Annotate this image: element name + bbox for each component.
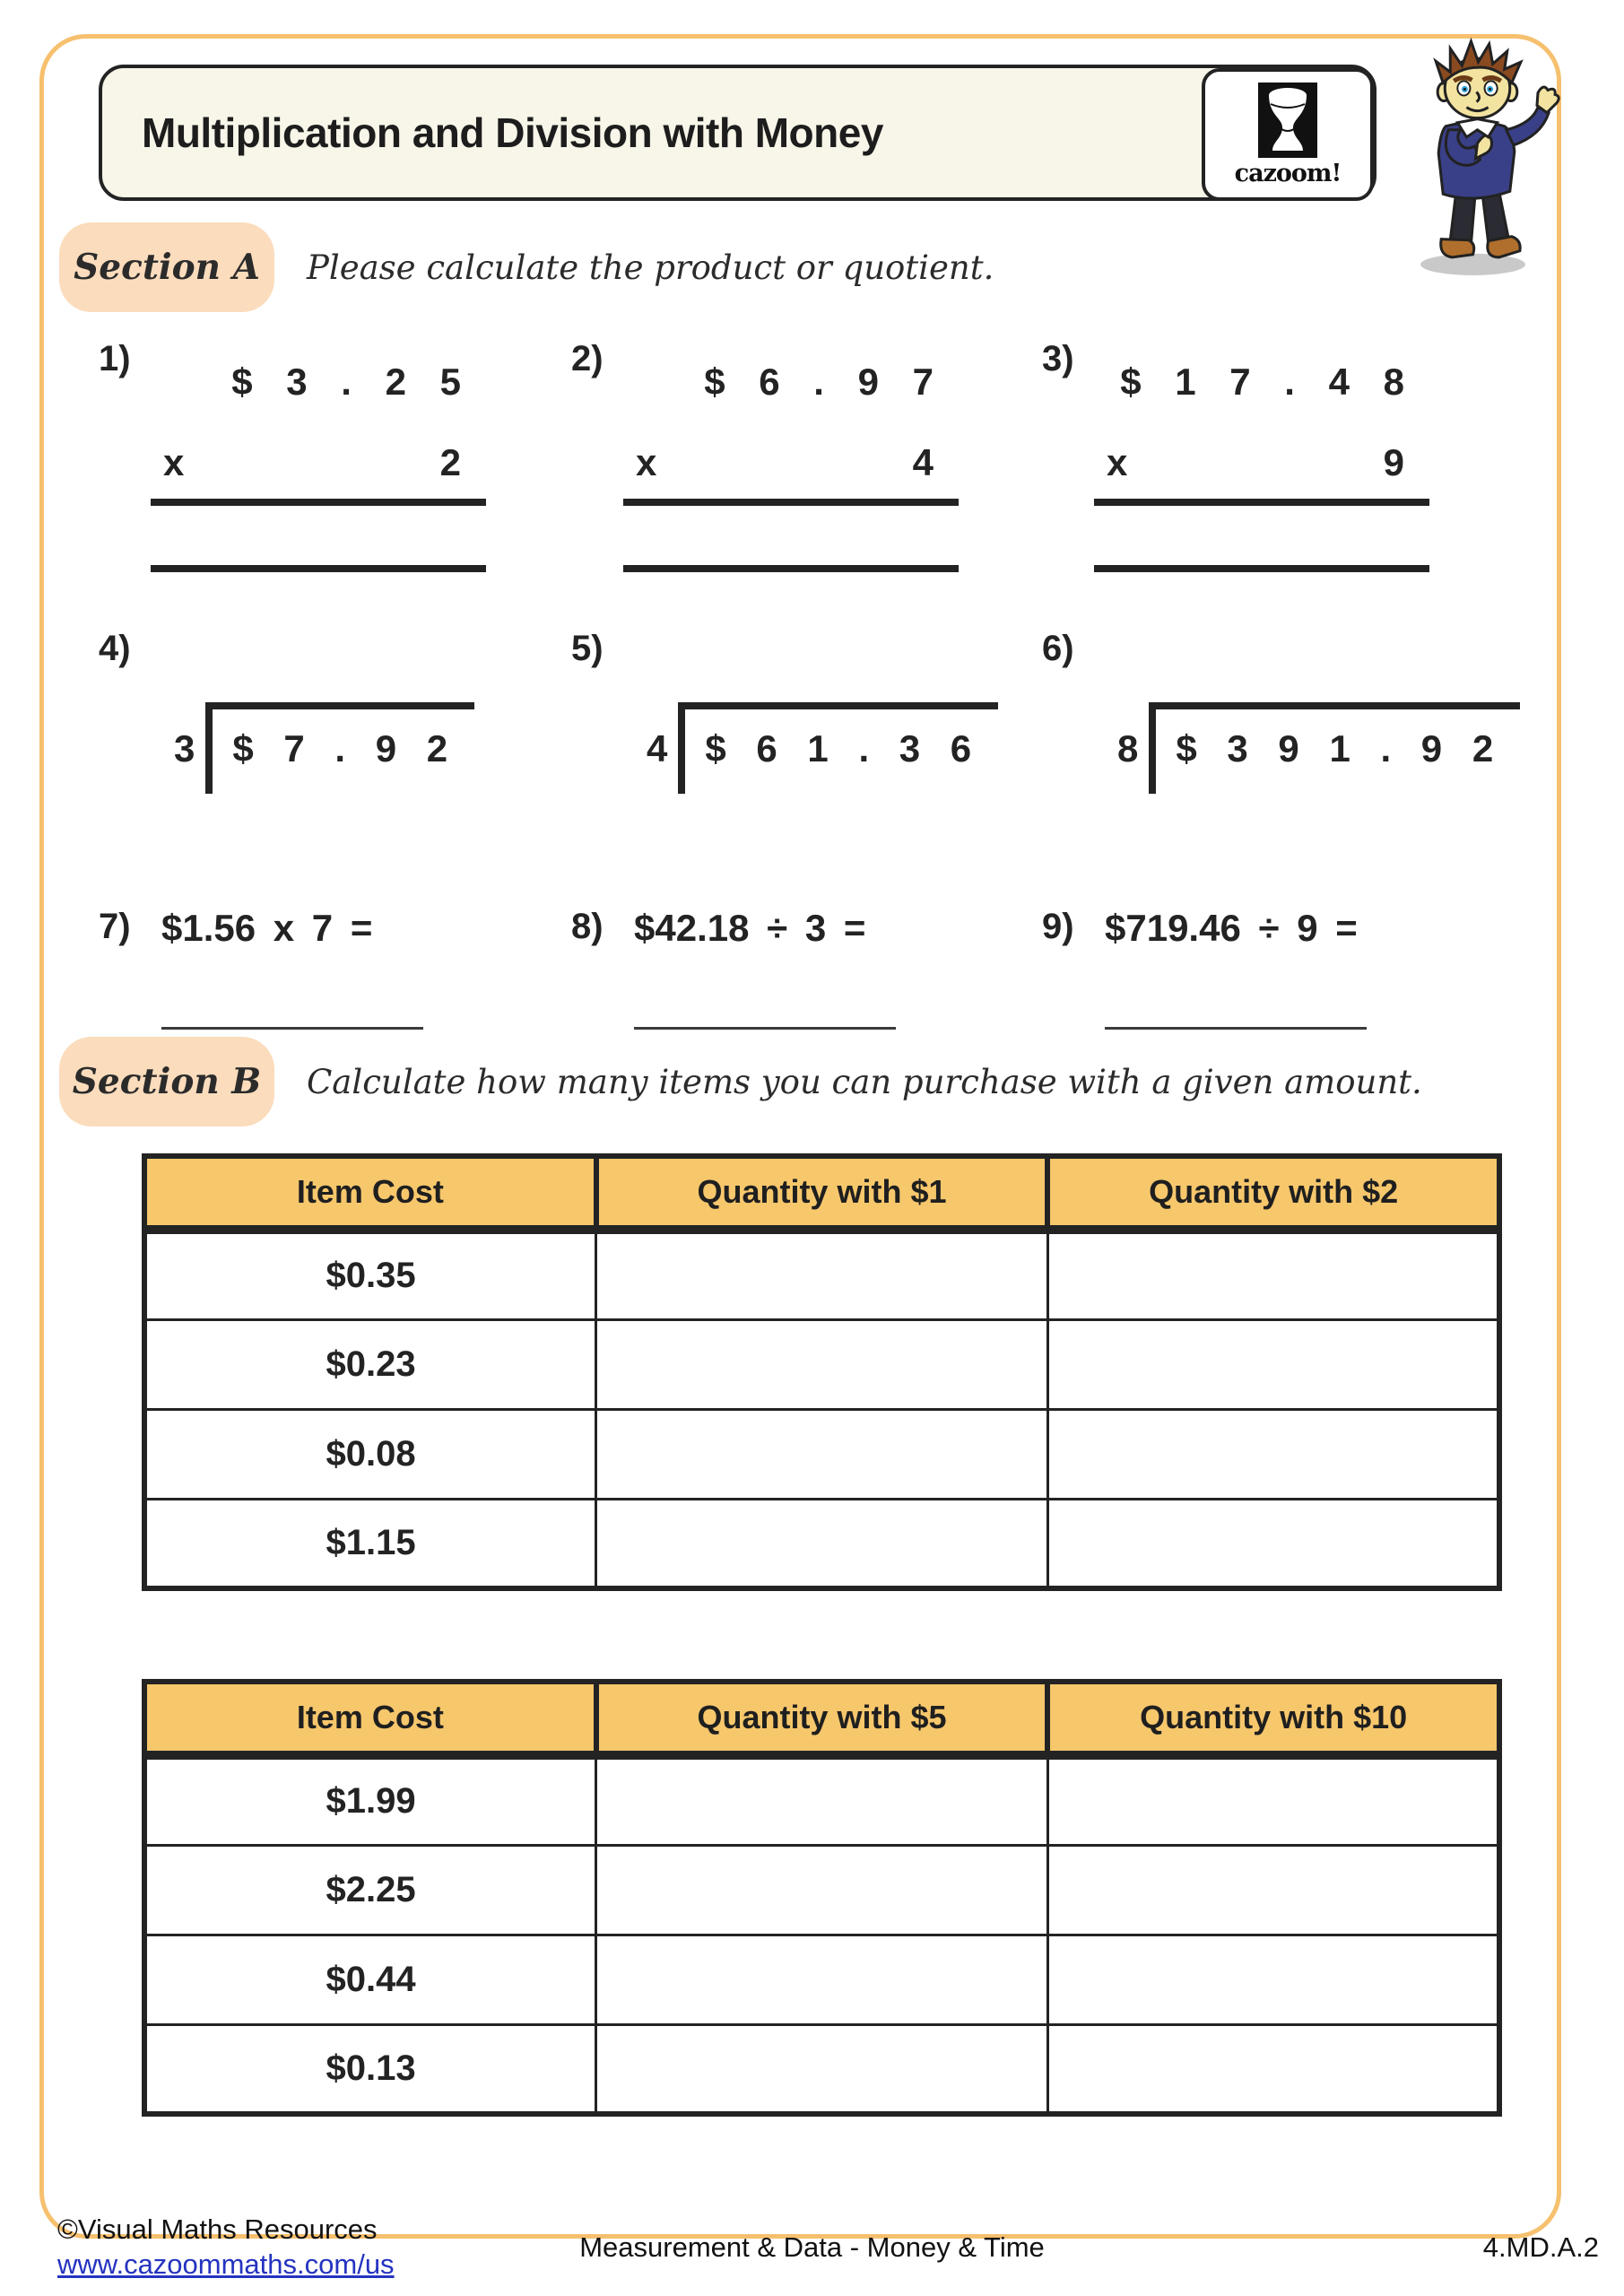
- item-cost-cell: $1.15: [144, 1499, 596, 1588]
- expression: $719.46 ÷ 9 =: [1105, 907, 1358, 949]
- table-row: [144, 1935, 1499, 2024]
- answer-line: [1105, 1027, 1367, 1030]
- table-row: [144, 1319, 1499, 1409]
- divisor: 3: [174, 727, 195, 770]
- item-cost-cell: $1.99: [144, 1755, 596, 1845]
- answer-cell: [596, 1319, 1048, 1409]
- table-row: [144, 1230, 1499, 1319]
- expression: $42.18 ÷ 3 =: [634, 907, 866, 949]
- problem-number: 7): [99, 907, 131, 946]
- section-a-label: [59, 222, 274, 312]
- problem-number: 1): [99, 339, 131, 378]
- quantity-table-1: [142, 1153, 1502, 1591]
- divisor: 8: [1117, 727, 1139, 770]
- section-b-label-text: Section B: [72, 1061, 262, 1102]
- multiplication-layout: [623, 361, 959, 572]
- table-row: [144, 1845, 1499, 1935]
- column-header-item-cost: Item Cost: [144, 1682, 596, 1755]
- answer-line: [151, 565, 486, 572]
- column-header-quantity-1: Quantity with $1: [596, 1156, 1048, 1230]
- multiplicand: $ 1 7 . 4 8: [1120, 361, 1404, 403]
- answer-cell: [596, 1499, 1048, 1588]
- problem-number: 2): [571, 339, 604, 378]
- multiply-operator: x: [163, 441, 185, 483]
- answer-space: [623, 506, 959, 565]
- long-division-layout: [1117, 702, 1520, 794]
- answer-space: [151, 506, 486, 565]
- division-bracket: $ 3 9 1 . 9 2: [1149, 702, 1520, 794]
- footer-topic-text: Measurement & Data - Money & Time: [579, 2231, 1045, 2263]
- problem-9: [1042, 901, 1463, 1036]
- answer-line: [1094, 565, 1429, 572]
- answer-cell: [596, 1409, 1048, 1499]
- section-a-label-text: Section A: [74, 247, 260, 288]
- problem-3: [1042, 334, 1463, 594]
- answer-line: [623, 565, 959, 572]
- table-row: [144, 1499, 1499, 1588]
- section-a-instruction: Please calculate the product or quotient.: [307, 248, 994, 287]
- answer-space: [1094, 506, 1429, 565]
- copyright-text: ©Visual Maths Resources: [57, 2213, 378, 2245]
- answer-cell: [596, 1845, 1048, 1935]
- problem-2: [571, 334, 993, 594]
- answer-cell: [1047, 1755, 1499, 1845]
- item-cost-cell: $0.23: [144, 1319, 596, 1409]
- multiplication-layout: [151, 361, 486, 572]
- column-header-item-cost: Item Cost: [144, 1156, 596, 1230]
- answer-cell: [1047, 2024, 1499, 2114]
- table-row: [144, 1755, 1499, 1845]
- multiplier: 9: [1383, 441, 1404, 483]
- table-row: [144, 1409, 1499, 1499]
- problem-6: [1042, 623, 1494, 839]
- problem-number: 5): [571, 629, 604, 668]
- item-cost-cell: $0.35: [144, 1230, 596, 1319]
- answer-cell: [1047, 1845, 1499, 1935]
- division-bracket: $ 7 . 9 2: [205, 702, 474, 794]
- multiplier: 4: [912, 441, 934, 483]
- answer-cell: [1047, 1499, 1499, 1588]
- problem-number: 3): [1042, 339, 1074, 378]
- table-row: [144, 2024, 1499, 2114]
- answer-cell: [1047, 1935, 1499, 2024]
- worksheet-title-box: [99, 65, 1376, 201]
- answer-cell: [1047, 1319, 1499, 1409]
- standard-code: 4.MD.A.2: [1482, 2231, 1599, 2263]
- multiplication-layout: [1094, 361, 1429, 572]
- problem-number: 4): [99, 629, 131, 668]
- answer-cell: [596, 1755, 1048, 1845]
- answer-cell: [596, 2024, 1048, 2114]
- column-header-quantity-5: Quantity with $5: [596, 1682, 1048, 1755]
- mascot-boy-icon: [1385, 36, 1569, 280]
- answer-line: [634, 1027, 896, 1030]
- division-bracket: $ 6 1 . 3 6: [678, 702, 998, 794]
- answer-cell: [596, 1230, 1048, 1319]
- item-cost-cell: $2.25: [144, 1845, 596, 1935]
- long-division-layout: [647, 702, 998, 794]
- long-division-layout: [174, 702, 474, 794]
- problem-number: 6): [1042, 629, 1074, 668]
- logo-wordmark: cazoom!: [1234, 159, 1342, 187]
- multiplicand: $ 3 . 2 5: [231, 361, 461, 403]
- item-cost-cell: $0.44: [144, 1935, 596, 2024]
- multiply-operator: x: [636, 441, 657, 483]
- section-b-label: [59, 1037, 274, 1126]
- quantity-table-2: [142, 1679, 1502, 2117]
- column-header-quantity-2: Quantity with $2: [1047, 1156, 1499, 1230]
- answer-line: [1094, 499, 1429, 506]
- item-cost-cell: $0.13: [144, 2024, 596, 2114]
- answer-cell: [1047, 1409, 1499, 1499]
- mascot-boy-illustration: [1385, 36, 1569, 284]
- problem-number: 8): [571, 907, 604, 946]
- answer-cell: [1047, 1230, 1499, 1319]
- section-b-instruction: Calculate how many items you can purchase with a given amount.: [307, 1062, 1422, 1101]
- cazoommaths-link[interactable]: www.cazoommaths.com/us: [57, 2248, 395, 2280]
- multiplier: 2: [439, 441, 461, 483]
- problem-8: [571, 901, 993, 1036]
- item-cost-cell: $0.08: [144, 1409, 596, 1499]
- drum-icon: [1258, 83, 1317, 158]
- problem-4: [99, 623, 520, 839]
- multiplicand: $ 6 . 9 7: [704, 361, 934, 403]
- column-header-quantity-10: Quantity with $10: [1047, 1682, 1499, 1755]
- cazoom-logo-box: [1202, 68, 1374, 201]
- expression: $1.56 x 7 =: [161, 907, 373, 949]
- problem-number: 9): [1042, 907, 1074, 946]
- problem-1: [99, 334, 520, 594]
- answer-line: [151, 499, 486, 506]
- answer-line: [161, 1027, 423, 1030]
- answer-line: [623, 499, 959, 506]
- multiply-operator: x: [1107, 441, 1128, 483]
- page-title: Multiplication and Division with Money: [142, 109, 883, 156]
- problem-7: [99, 901, 520, 1036]
- answer-cell: [596, 1935, 1048, 2024]
- divisor: 4: [647, 727, 668, 770]
- problem-5: [571, 623, 993, 839]
